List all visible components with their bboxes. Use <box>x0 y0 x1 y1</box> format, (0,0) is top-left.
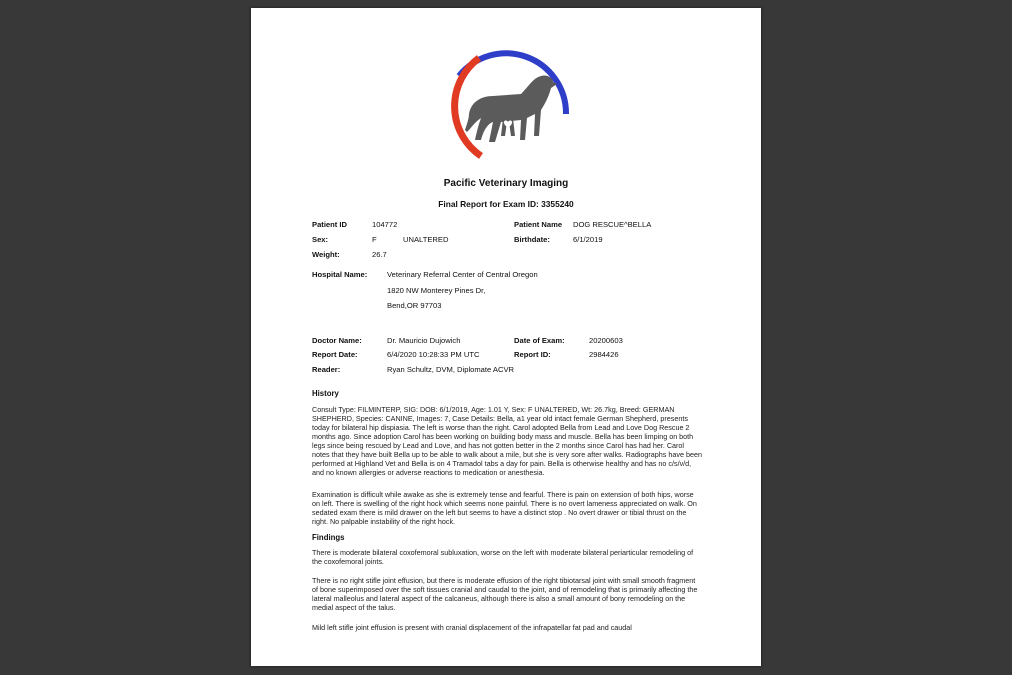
doctor-value: Dr. Mauricio Dujowich <box>387 336 461 345</box>
findings-paragraph-3: Mild left stifle joint effusion is present with cranial displacement of the infrapatellar fat pad and caudal <box>312 623 632 632</box>
exam-date-label: Date of Exam: <box>514 336 565 345</box>
hospital-address-2: Bend,OR 97703 <box>387 301 442 310</box>
findings-heading: Findings <box>312 533 345 542</box>
report-date-value: 6/4/2020 10:28:33 PM UTC <box>387 350 480 359</box>
report-id-label: Report ID: <box>514 350 551 359</box>
hospital-label: Hospital Name: <box>312 270 368 279</box>
weight-value: 26.7 <box>372 250 387 259</box>
reader-label: Reader: <box>312 365 341 374</box>
doctor-label: Doctor Name: <box>312 336 362 345</box>
birthdate-value: 6/1/2019 <box>573 235 603 244</box>
patient-name-value: DOG RESCUE^BELLA <box>573 220 652 229</box>
findings-paragraph-1: There is moderate bilateral coxofemoral subluxation, worse on the left with moderate bilateral periarticular remodeling of the coxofemoral joints. <box>312 548 694 566</box>
hospital-address-1: 1820 NW Monterey Pines Dr, <box>387 286 486 295</box>
sex-label: Sex: <box>312 235 329 244</box>
exam-date-value: 20200603 <box>589 336 623 345</box>
birthdate-label: Birthdate: <box>514 235 550 244</box>
sex-status-value: UNALTERED <box>403 235 449 244</box>
report-id-value: 2984426 <box>589 350 619 359</box>
history-heading: History <box>312 389 339 398</box>
patient-id-value: 104772 <box>372 220 398 229</box>
history-text-2: Examination is difficult while awake as she is extremely tense and fearful. There is pain on extension of both hips, worse on left. There is swelling of the right hock which seems none painful. There is no overt lameness appreciated on walk. On sedated exam there is mild drawer on the left but seems to have a distinct stop . No overt drawer or tibial thrust on the right. No palpable instability of the right hock. <box>312 490 697 526</box>
report-title: Pacific Veterinary Imaging <box>443 178 569 189</box>
clinic-logo <box>441 36 571 166</box>
sex-value: F <box>372 235 377 244</box>
report-subtitle: Final Report for Exam ID: 3355240 <box>438 199 574 209</box>
history-text-1: Consult Type: FILMINTERP, SIG: DOB: 6/1/2019, Age: 1.01 Y, Sex: F UNALTERED, Wt: 26.7kg, Breed: GERMAN SHEPHERD, Species: CANINE, Images: 7, Case Details: Bella, a1 year old intact female German Shepherd, presents today for bilateral hip dispiasia. The left is worse than the right. Carol adopted Bella from Lead and Love Dog Rescue 2 months ago. Since adoption Carol has been working on building body mass and muscle. Bella has been limping on both legs since being rescued by Lead and Love, and has not gotten better in the 2 months since Carol has had her. Carol notes that they have built Bella up to be able to walk about a mile, but she is very sore after walks. Radiographs have been performed at Highland Vet and Bella is on 4 Tramadol tabs a day for pain. Bella is otherwise healthy and has no c/s/v/d, and no known allergies or adverse reactions to medication or anesthesia. <box>312 405 702 477</box>
weight-label: Weight: <box>312 250 340 259</box>
report-date-label: Report Date: <box>312 350 358 359</box>
reader-value: Ryan Schultz, DVM, Diplomate ACVR <box>387 365 515 374</box>
findings-paragraph-2: There is no right stifle joint effusion, but there is moderate effusion of the right tibiotarsal joint with small smooth fragment of bone superimposed over the soft tissues cranial and caudal to the joint, and of remodeling that is primarily affecting the lateral malleolus and lateral aspect of the calcaneus, although there is also a small amount of bony remodeling on the medial aspect of the talus. <box>312 576 698 612</box>
hospital-name: Veterinary Referral Center of Central Oregon <box>387 270 538 279</box>
report-page <box>251 8 761 666</box>
patient-id-label: Patient ID <box>312 220 348 229</box>
patient-name-label: Patient Name <box>514 220 563 229</box>
